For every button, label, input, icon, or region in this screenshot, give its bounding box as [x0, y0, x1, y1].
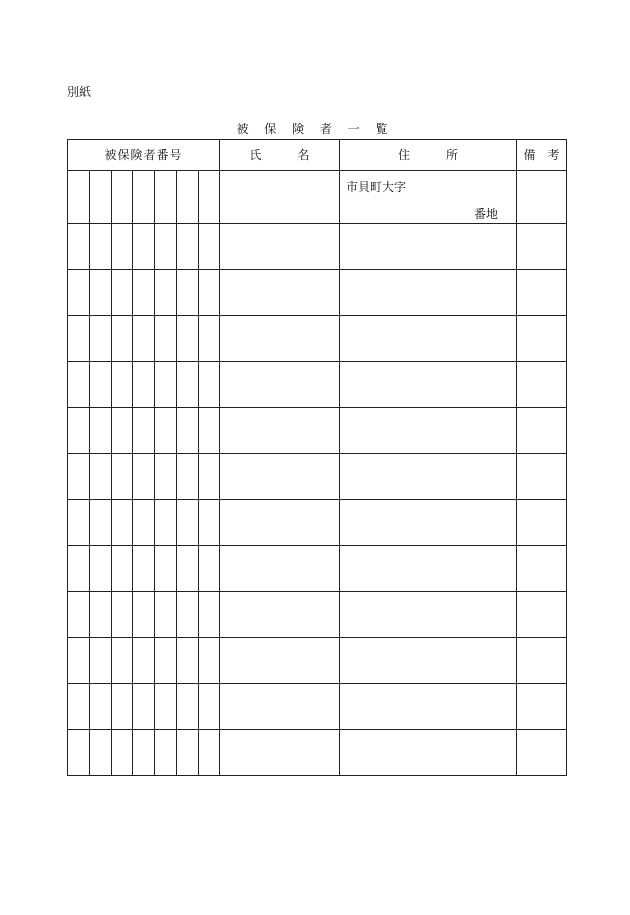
insured-number-digit-cell [177, 546, 199, 592]
insured-number-digit-cell [112, 316, 133, 362]
insured-number-digit-cell [133, 270, 155, 316]
insured-number-digit-cell [155, 546, 177, 592]
insured-number-digit-cell [199, 592, 220, 638]
insured-number-digit-cell [133, 224, 155, 270]
insured-number-digit-cell [112, 638, 133, 684]
insured-number-digit-cell [112, 408, 133, 454]
insured-number-digit-cell [199, 171, 220, 224]
name-cell [220, 362, 340, 408]
insured-number-digit-cell [177, 224, 199, 270]
insured-number-digit-cell [68, 638, 90, 684]
insured-number-digit-cell [90, 362, 112, 408]
insured-number-digit-cell [112, 500, 133, 546]
address-cell [340, 730, 517, 776]
insured-number-digit-cell [90, 171, 112, 224]
insured-number-digit-cell [177, 500, 199, 546]
insured-number-digit-cell [199, 546, 220, 592]
insured-number-digit-cell [155, 224, 177, 270]
insured-number-digit-cell [90, 546, 112, 592]
insured-number-digit-cell [177, 638, 199, 684]
name-cell [220, 454, 340, 500]
table-row [68, 730, 567, 776]
remarks-cell [517, 546, 567, 592]
insured-number-digit-cell [133, 730, 155, 776]
insured-number-digit-cell [112, 592, 133, 638]
insured-number-digit-cell [155, 638, 177, 684]
insured-number-digit-cell [155, 592, 177, 638]
address-cell [340, 171, 517, 224]
insured-number-digit-cell [133, 638, 155, 684]
address-cell [340, 546, 517, 592]
address-cell [340, 270, 517, 316]
name-cell [220, 224, 340, 270]
insured-number-digit-cell [112, 454, 133, 500]
table-row [68, 408, 567, 454]
insured-number-digit-cell [112, 362, 133, 408]
remarks-cell [517, 730, 567, 776]
remarks-cell [517, 454, 567, 500]
table-body [68, 171, 567, 776]
insured-number-digit-cell [68, 408, 90, 454]
insured-number-digit-cell [90, 270, 112, 316]
table-row [68, 224, 567, 270]
insured-number-digit-cell [177, 730, 199, 776]
insured-number-digit-cell [177, 362, 199, 408]
insured-number-digit-cell [90, 638, 112, 684]
remarks-cell [517, 592, 567, 638]
insured-number-digit-cell [177, 592, 199, 638]
insured-number-digit-cell [112, 684, 133, 730]
insured-number-digit-cell [199, 408, 220, 454]
insured-number-digit-cell [112, 546, 133, 592]
insured-number-digit-cell [68, 224, 90, 270]
name-cell [220, 546, 340, 592]
insured-number-digit-cell [177, 171, 199, 224]
name-cell [220, 730, 340, 776]
table-row [68, 500, 567, 546]
remarks-cell [517, 171, 567, 224]
document-title: 被 保 険 者 一 覧 [236, 122, 394, 136]
insured-number-digit-cell [68, 316, 90, 362]
name-cell [220, 638, 340, 684]
table-row [68, 270, 567, 316]
insured-number-digit-cell [112, 224, 133, 270]
name-cell [220, 592, 340, 638]
attachment-label: 別紙 [67, 85, 92, 99]
insured-number-digit-cell [155, 171, 177, 224]
address-cell [340, 224, 517, 270]
insured-number-digit-cell [155, 408, 177, 454]
table-row [68, 362, 567, 408]
insured-number-digit-cell [90, 500, 112, 546]
insured-number-digit-cell [133, 408, 155, 454]
address-suffix: 番地 [474, 207, 499, 221]
insured-number-digit-cell [90, 316, 112, 362]
remarks-cell [517, 316, 567, 362]
table-row [68, 684, 567, 730]
address-cell [340, 684, 517, 730]
header-insured-number: 被保険者番号 [68, 140, 220, 171]
insured-number-digit-cell [133, 171, 155, 224]
insured-number-digit-cell [133, 500, 155, 546]
insured-number-digit-cell [90, 408, 112, 454]
insured-number-digit-cell [155, 362, 177, 408]
name-cell [220, 171, 340, 224]
remarks-cell [517, 638, 567, 684]
remarks-cell [517, 684, 567, 730]
insured-number-digit-cell [68, 684, 90, 730]
header-name: 氏 名 [220, 140, 340, 171]
insured-number-digit-cell [68, 171, 90, 224]
insured-number-digit-cell [112, 171, 133, 224]
address-cell [340, 592, 517, 638]
insured-number-digit-cell [177, 408, 199, 454]
insured-number-digit-cell [155, 684, 177, 730]
address-cell [340, 454, 517, 500]
table-row [68, 171, 567, 224]
insured-number-digit-cell [155, 454, 177, 500]
insured-number-digit-cell [133, 362, 155, 408]
insured-number-digit-cell [90, 224, 112, 270]
insured-number-digit-cell [68, 500, 90, 546]
table-row [68, 592, 567, 638]
insured-number-digit-cell [90, 454, 112, 500]
insured-number-digit-cell [133, 454, 155, 500]
insured-number-digit-cell [133, 316, 155, 362]
name-cell [220, 270, 340, 316]
table-header-row [68, 140, 567, 171]
address-cell [340, 638, 517, 684]
insured-number-digit-cell [199, 638, 220, 684]
insured-number-digit-cell [90, 592, 112, 638]
insured-number-digit-cell [199, 684, 220, 730]
remarks-cell [517, 224, 567, 270]
insured-number-digit-cell [155, 500, 177, 546]
insured-number-digit-cell [155, 270, 177, 316]
insured-number-digit-cell [68, 592, 90, 638]
insured-number-digit-cell [133, 684, 155, 730]
address-cell [340, 500, 517, 546]
insured-number-digit-cell [133, 546, 155, 592]
remarks-cell [517, 408, 567, 454]
insured-number-digit-cell [155, 316, 177, 362]
insured-number-digit-cell [90, 730, 112, 776]
address-cell [340, 316, 517, 362]
insured-number-digit-cell [68, 454, 90, 500]
name-cell [220, 316, 340, 362]
insured-number-digit-cell [177, 270, 199, 316]
name-cell [220, 408, 340, 454]
name-cell [220, 684, 340, 730]
remarks-cell [517, 362, 567, 408]
insured-number-digit-cell [199, 454, 220, 500]
insured-number-digit-cell [177, 454, 199, 500]
address-cell [340, 408, 517, 454]
remarks-cell [517, 500, 567, 546]
insured-number-digit-cell [199, 224, 220, 270]
insured-number-digit-cell [68, 546, 90, 592]
address-cell [340, 362, 517, 408]
insured-number-digit-cell [199, 362, 220, 408]
header-address: 住 所 [340, 140, 517, 171]
insured-number-digit-cell [177, 316, 199, 362]
table-row [68, 316, 567, 362]
insured-number-digit-cell [68, 730, 90, 776]
remarks-cell [517, 270, 567, 316]
insured-number-digit-cell [90, 684, 112, 730]
insured-number-digit-cell [199, 500, 220, 546]
address-prefix: 市貝町大字 [346, 180, 407, 194]
insured-number-digit-cell [199, 316, 220, 362]
name-cell [220, 500, 340, 546]
insured-roster-table [67, 139, 567, 776]
insured-number-digit-cell [177, 684, 199, 730]
insured-number-digit-cell [68, 270, 90, 316]
insured-number-digit-cell [133, 592, 155, 638]
header-remarks: 備 考 [517, 140, 567, 171]
insured-number-digit-cell [112, 270, 133, 316]
insured-number-digit-cell [155, 730, 177, 776]
insured-number-digit-cell [112, 730, 133, 776]
insured-number-digit-cell [199, 730, 220, 776]
table-row [68, 638, 567, 684]
insured-number-digit-cell [199, 270, 220, 316]
table-row [68, 454, 567, 500]
table-row [68, 546, 567, 592]
insured-number-digit-cell [68, 362, 90, 408]
